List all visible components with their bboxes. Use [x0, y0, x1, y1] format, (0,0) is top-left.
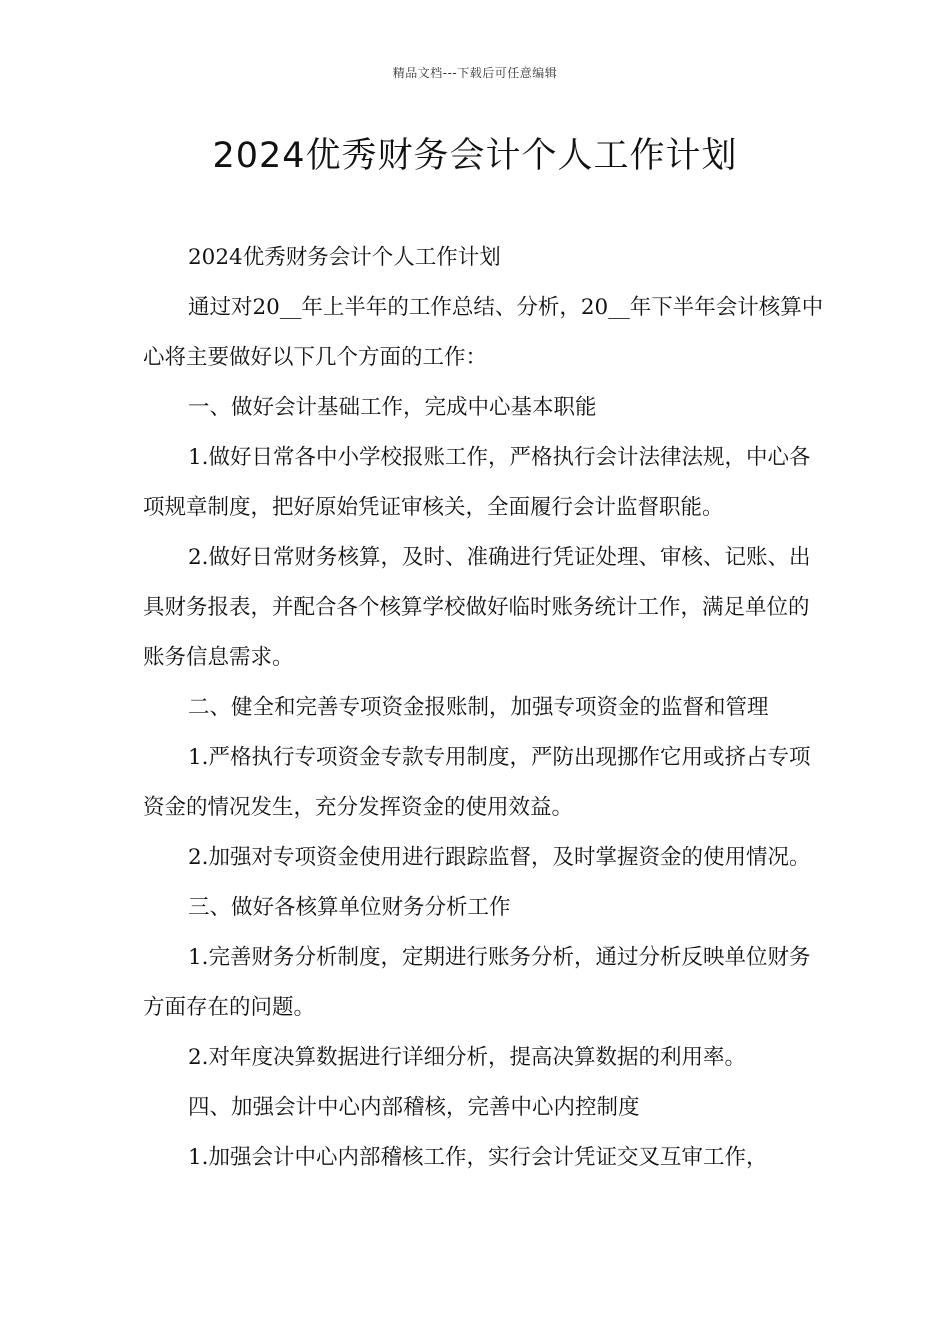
paragraph-subtitle: 2024优秀财务会计个人工作计划 [188, 245, 501, 270]
section-heading-4: 四、加强会计中心内部稽核，完善中心内控制度 [188, 1095, 640, 1120]
section-heading-1: 一、做好会计基础工作，完成中心基本职能 [188, 395, 597, 420]
paragraph-3-1: 1.完善财务分析制度，定期进行账务分析，通过分析反映单位财务方面存在的问题。 [143, 945, 811, 1020]
section-heading-2: 二、健全和完善专项资金报账制，加强专项资金的监督和管理 [188, 695, 769, 720]
paragraph-4-1: 1.加强会计中心内部稽核工作，实行会计凭证交叉互审工作， [188, 1145, 768, 1170]
header-note: 精品文档---下载后可任意编辑 [392, 66, 558, 80]
section-heading-3: 三、做好各核算单位财务分析工作 [188, 895, 511, 920]
paragraph-2-2: 2.加强对专项资金使用进行跟踪监督，及时掌握资金的使用情况。 [188, 845, 811, 870]
document-title: 2024优秀财务会计个人工作计划 [212, 136, 738, 176]
paragraph-1-2: 2.做好日常财务核算，及时、准确进行凭证处理、审核、记账、出具财务报表，并配合各个核算学校做好临时账务统计工作，满足单位的账务信息需求。 [143, 545, 811, 670]
document-body [143, 233, 825, 1183]
paragraph-2-1: 1.严格执行专项资金专款专用制度，严防出现挪作它用或挤占专项资金的情况发生，充分发挥资金的使用效益。 [143, 745, 811, 820]
paragraph-3-2: 2.对年度决算数据进行详细分析，提高决算数据的利用率。 [188, 1045, 747, 1070]
paragraph-intro: 通过对20__年上半年的工作总结、分析，20__年下半年会计核算中心将主要做好以下几个方面的工作： [143, 295, 824, 370]
paragraph-1-1: 1.做好日常各中小学校报账工作，严格执行会计法律法规，中心各项规章制度，把好原始凭证审核关，全面履行会计监督职能。 [143, 445, 811, 520]
